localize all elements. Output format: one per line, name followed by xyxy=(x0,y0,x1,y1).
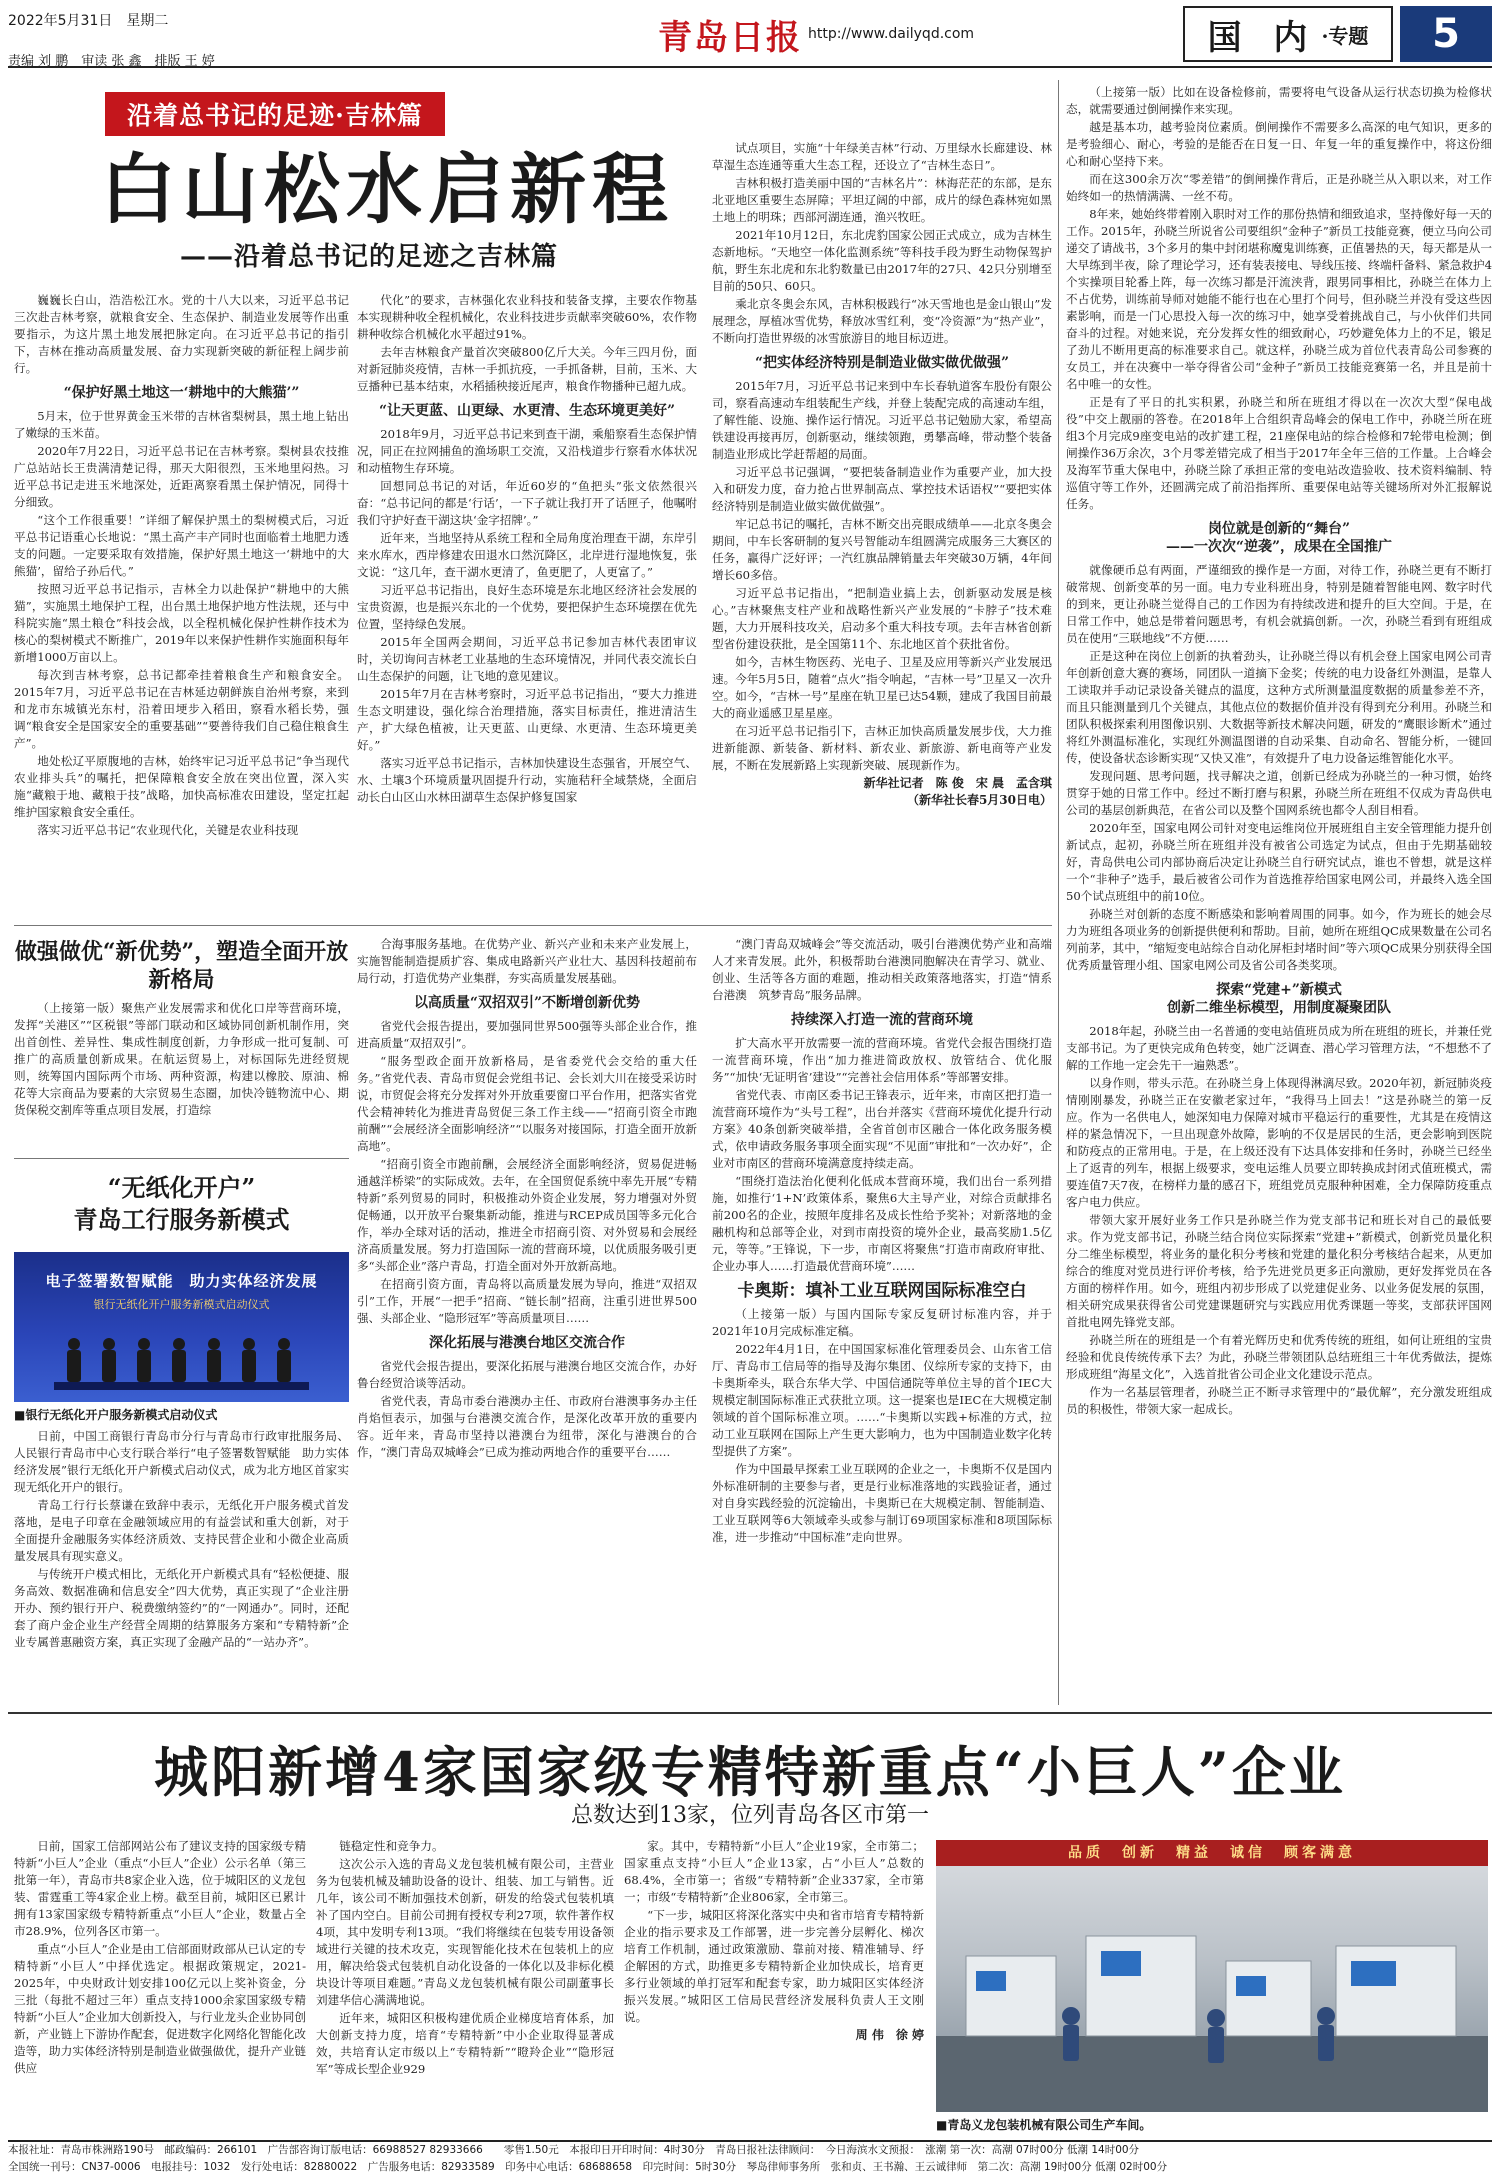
photo-caption: ■青岛义龙包装机械有限公司生产车间。 xyxy=(936,2118,1152,2132)
footer-row-1: 本报社址：青岛市株洲路190号 邮政编码：266101 广告部咨询订版电话：66988527 82933666 零售1.50元 本报印日开印时间：4时30分 青岛日报社法律顾问： 今日海滨水文预报： 涨潮 第一次：高潮 07时00分 低潮 14时00分 xyxy=(8,2144,1140,2156)
article4-subtitle: 总数达到13家，位列青岛各区市第一 xyxy=(571,1803,929,1828)
paragraph: 扩大高水平开放需要一流的营商环境。省党代会报告围绕打造一流营商环境，作出“加力推进简政放权、放管结合、优化服务”“加快‘无证明省’建设”“完善社会信用体系”等部署安排。 xyxy=(712,1036,1052,1084)
article3-title-line2: 青岛工行服务新模式 xyxy=(73,1205,290,1234)
feature-column-1 xyxy=(14,292,349,920)
section-divider xyxy=(8,1712,1492,1714)
byline: 新华社记者 陈 俊 宋 晨 孟含琪 xyxy=(863,776,1052,790)
feature-subtitle: ——沿着总书记的足迹之吉林篇 xyxy=(180,242,559,272)
paragraph: 孙晓兰所在的班组是一个有着光辉历史和优秀传统的班组，如何让班组的宝贵经验和优良传统传承下去？为此，孙晓兰带领团队总结班组三十年优秀做法，提炼形成班组“海星文化”，入选首批省公司企业文化建设示范点。 xyxy=(1066,1333,1492,1381)
issue-date: 2022年5月31日 星期二 xyxy=(8,13,169,29)
page-number: 5 xyxy=(1400,6,1492,62)
paragraph: 青岛工行行长蔡谦在致辞中表示，无纸化开户服务模式首发落地，是电子印章在金融领域应用的有益尝试和重大创新，对于全面提升金融服务实体经济质效、支持民营企业和小微企业高质量发展具有现实意义。 xyxy=(14,1498,349,1563)
article3-photo xyxy=(14,1252,349,1402)
paragraph: 省党代表，青岛市委台港澳办主任、市政府台港澳事务办主任肖焰恒表示，加强与台港澳交流合作，是深化改革开放的重要内容。近年来，青岛市坚持以港澳台为纽带，深化与港澳台的合作，“澳门青岛双城峰会”已成为推动两地合作的重要平台…… xyxy=(357,1394,697,1459)
paragraph: 日前，国家工信部网站公布了建议支持的国家级专精特新“小巨人”企业（重点“小巨人”企业）公示名单（第三批第一年），青岛市共8家企业入选，位于城阳区的义龙包装、雷霆重工等4家企业上榜。截至目前，城阳区已累计拥有13家国家级专精特新重点“小巨人”企业，数量占全市28.9%，位列各区市第一。 xyxy=(14,1839,306,1938)
paragraph: 家。其中，专精特新“小巨人”企业19家，全市第二；国家重点支持“小巨人”企业13家，占“小巨人”总数的68.4%，全市第一；省级“专精特新”企业337家，全市第一；市级“专精特新”企业806家，全市第三。 xyxy=(624,1839,924,1904)
paragraph: 在习近平总书记指引下，吉林正加快高质量发展步伐，大力推进新能源、新装备、新材料、新农业、新旅游、新电商等产业发展，不断在发展新路上实现新突破、展现新作为。 xyxy=(712,724,1052,772)
article2-column-1 xyxy=(14,1000,349,1150)
paragraph: 2015年7月，习近平总书记来到中车长春轨道客车股份有限公司，察看高速动车组装配生产线，并登上装配完成的高速动车组，了解性能、设施、操作运行情况。习近平总书记勉励大家，希望高铁建设再接再厉，创新驱动，继续领跑，勇攀高峰，带动整个装备制造业形成比学赶帮超的局面。 xyxy=(712,379,1052,461)
feature-title: 白山松水启新程 xyxy=(100,145,674,234)
article2-column-2 xyxy=(357,936,697,1702)
paragraph: 省党代会报告提出，要加强同世界500强等头部企业合作，推进高质量“双招双引”。 xyxy=(357,1019,697,1050)
article2-title xyxy=(14,938,349,994)
subheading: 以高质量“双招双引”不断增创新优势 xyxy=(413,995,641,1011)
stage-people xyxy=(54,1330,309,1390)
paragraph: 作为一名基层管理者，孙晓兰正不断寻求管理中的“最优解”，充分激发班组成员的积极性，带领大家一起成长。 xyxy=(1066,1385,1492,1416)
section-title xyxy=(1183,6,1393,62)
website-link[interactable]: http://www.dailyqd.com xyxy=(808,26,975,42)
right-article-column xyxy=(1066,84,1492,1704)
feature-column-3 xyxy=(712,140,1052,918)
article4-column-3 xyxy=(624,1838,924,2136)
paragraph: 2015年7月在吉林考察时，习近平总书记指出，“要大力推进生态文明建设，强化综合治理措施，落实目标责任，推进清洁生产，扩大绿色植被，让天更蓝、山更绿、水更清、生态环境更美好。” xyxy=(357,687,697,752)
dateline: （新华社长春5月30日电） xyxy=(906,793,1052,807)
article3-title-line1: “无纸化开户” xyxy=(107,1173,256,1202)
page-footer xyxy=(8,2140,1492,2176)
paragraph: “下一步，城阳区将深化落实中央和省市培育专精特新企业的指示要求及工作部署，进一步完善分层孵化、梯次培育工作机制，通过政策激励、靠前对接、精准辅导、纾企解困的方式，助推更多专精特新企业加快成长，培育更多行业领域的单打冠军和配套专家，助力城阳区实体经济振兴发展。”城阳区工信局民营经济发展科负责人王文刚说。 xyxy=(624,1908,924,2024)
subheading: “把实体经济特别是制造业做实做优做强” xyxy=(754,355,1010,371)
paragraph: “这个工作很重要！”详细了解保护黑土的梨树模式后，习近平总书记语重心长地说：“黑土高产丰产同时也面临着土地肥力透支的问题。一定要采取有效措施，保护好黑土地这一‘耕地中的大熊猫’，留给子孙后代。” xyxy=(14,513,349,578)
paragraph: 习近平总书记指出，“把制造业搞上去，创新驱动发展是核心。”吉林聚焦支柱产业和战略性新兴产业发展的“卡脖子”技术难题，大力开展科技攻关，启动多个重大科技专项。去年吉林省创新型省份建设获批，是全国第11个、东北地区首个获批省份。 xyxy=(712,586,1052,651)
photo-banner-sub: 银行无纸化开户服务新模式启动仪式 xyxy=(93,1298,270,1311)
column-divider xyxy=(1058,80,1059,1705)
subheading: 持续深入打造一流的营商环境 xyxy=(791,1012,973,1028)
subheading: “保护好黑土地这一‘耕地中的大熊猫’” xyxy=(63,385,300,401)
factory-floor-icon xyxy=(936,1866,1488,2112)
paragraph: 牢记总书记的嘱托，吉林不断交出亮眼成绩单——北京冬奥会期间，中车长客研制的复兴号智能动车组圆满完成服务三大赛区的任务，赢得广泛好评；一汽红旗品牌销量去年突破30万辆，4年间增长60多倍。 xyxy=(712,517,1052,582)
subheading: 卡奥斯：填补工业互联网国际标准空白 xyxy=(737,1281,1027,1301)
photo-caption: ■银行无纸化开户服务新模式启动仪式 xyxy=(14,1408,218,1422)
paragraph: 与传统开户模式相比，无纸化开户新模式具有“轻松便捷、服务高效、数据准确和信息安全”四大优势，真正实现了“企业注册开办、预约银行开户、税费缴纳签约”的“一网通办”。同时，还配套了商户金企业生产经营全周期的结算服务方案和“专精特新”企业专属普惠融资方案，真正实现了金融产品的“一站办齐”。 xyxy=(14,1567,349,1649)
paragraph: 2020年至，国家电网公司针对变电运维岗位开展班组自主安全管理能力提升创新试点，起初，孙晓兰所在班组并没有被省公司选定为试点，但由于先期基础较好，青岛供电公司内部协商后决定让孙晓兰自行研究试点，谁也不曾想，就是这样一个“非种子”选手，最后被省公司作为首选推荐给国家电网公司，并最终入选全国50个试点班组中的前10位。 xyxy=(1066,821,1492,903)
section-divider xyxy=(14,925,1052,926)
section-name: 国 内 xyxy=(1207,17,1318,58)
paragraph: 2021年10月12日，东北虎豹国家公园正式成立，成为吉林生态新地标。“天地空一体化监测系统”等科技手段为野生动物保驾护航，野生东北虎和东北豹数量已由2017年的27只、42只分别增至目前的50只、60只。 xyxy=(712,228,1052,293)
paragraph: 发现问题、思考问题，找寻解决之道，创新已经成为孙晓兰的一种习惯，始终贯穿于她的日常工作中。经过不断打磨与积累，孙晓兰所在班组不仅成为青岛供电公司的基层创新典范，在省公司以及整个国网系统也都令人刮目相看。 xyxy=(1066,769,1492,817)
paragraph: 巍巍长白山，浩浩松江水。党的十八大以来，习近平总书记三次赴吉林考察，就粮食安全、生态保护、制造业发展等作出重要指示，为这片黑土地发展把脉定向。在习近平总书记的指引下，吉林在推动高质量发展、奋力实现新突破的新征程上阔步前行。 xyxy=(14,293,349,375)
paragraph: 而在这300余万次“零差错”的倒闸操作背后，正是孙晓兰从入职以来，对工作始终如一的热情满满、一丝不苟。 xyxy=(1066,172,1492,203)
paragraph: 越是基本功，越考验岗位素质。倒闸操作不需要多么高深的电气知识，更多的是考验细心、耐心，考验的是能否在日复一日、年复一年的重复操作中，将这份细心和耐心坚持下来。 xyxy=(1066,120,1492,168)
section-divider xyxy=(14,1158,349,1159)
paragraph: “澳门青岛双城峰会”等交流活动，吸引台港澳优势产业和高端人才来青发展。此外，积极帮助台港澳同胞解决在青学习、就业、创业、生活等各方面的难题，推动相关政策落地落实，打造“情系台港澳 筑梦青岛”服务品牌。 xyxy=(712,937,1052,1002)
feature-column-2 xyxy=(357,292,697,920)
photo-banner: 品质 创新 精益 诚信 顾客满意 xyxy=(936,1840,1488,1866)
paragraph: 在招商引资方面，青岛将以高质量发展为导向，推进“双招双引”工作，开展“一把手”招商、“链长制”招商，注重引进世界500强、头部企业、“隐形冠军”等高质量项目…… xyxy=(357,1277,697,1325)
photo-banner: 电子签署数智赋能 助力实体经济发展 xyxy=(45,1272,318,1290)
paragraph: 回想同总书记的对话，年近60岁的“鱼把头”张文依然很兴奋：“总书记问的都是‘行话’，一下子就让我打开了话匣子，他嘱咐我们守护好查干湖这块‘金字招牌’。” xyxy=(357,479,697,527)
paragraph: 孙晓兰对创新的态度不断感染和影响着周围的同事。如今，作为班长的她会尽力为班组各项业务的创新提供便利和帮助。目前，她所在班组QC成果数量在公司名列前茅，其中，“缩短变电站综合自动化屏柜封堵时间”等六项QC成果分别获得全国优秀质量管理小组、国家电网公司及省公司各类奖项。 xyxy=(1066,907,1492,972)
article2-title-text: 做强做优“新优势”，塑造全面开放新格局 xyxy=(14,939,349,993)
article4-column-2 xyxy=(316,1838,614,2136)
paragraph: 这次公示入选的青岛义龙包装机械有限公司，主营业务为包装机械及辅助设备的设计、组装、加工与销售。近几年，该公司不断加强技术创新，研发的给袋式包装机填补了国内空白。目前公司拥有授权专利27项，软件著作权4项，其中发明专利13项。“我们将继续在包装专用设备领域进行关键的技术攻克，实现智能化技术在包装机上的应用，解决给袋式包装机自动化设备的一体化以及非标化模块设计等项目难题。”青岛义龙包装机械有限公司副董事长刘建华信心满满地说。 xyxy=(316,1857,614,2007)
paragraph: 日前，中国工商银行青岛市分行与青岛市行政审批服务局、人民银行青岛市中心支行联合举行“电子签署数智赋能 助力实体经济发展”银行无纸化开户新模式启动仪式，成为北方地区首家实现无纸化开户的银行。 xyxy=(14,1429,349,1494)
paragraph: 代化”的要求，吉林强化农业科技和装备支撑，主要农作物基本实现耕种收全程机械化，农业科技进步贡献率突破60%，农作物耕种收综合机械化水平超过91%。 xyxy=(357,293,697,341)
paragraph: 落实习近平总书记指示，吉林加快建设生态强省，开展空气、水、土壤3个环境质量巩固提升行动，实施秸秆全域禁烧，全面启动长白山区山水林田湖草生态保护修复国家 xyxy=(357,756,697,804)
paragraph: （上接第一版）聚焦产业发展需求和优化口岸等营商环境，发挥“关港区”“区税银”等部门联动和区域协同创新机制作用，突出首创性、差异性、集成性制度创新，力争形成一批可复制、可推广的高质量创新成果。在航运贸易上，对标国际先进经贸规则，统筹国内国际两个市场、两种资源，构建以橡胶、原油、棉花等大宗商品为要素的大宗贸易生态圈，加快冷链物流中心、期货保税交割库等重点项目发展，打造综 xyxy=(14,1001,349,1117)
masthead xyxy=(8,6,1492,68)
paragraph: 2020年7月22日，习近平总书记在吉林考察。梨树县农技推广总站站长王贵满清楚记得，那天大阳很烈，玉米地里闷热。习近平总书记走进玉米地深处，近距离察看黑土保护情况，同得十分细致。 xyxy=(14,444,349,509)
paragraph: 2015年全国两会期间，习近平总书记参加吉林代表团审议时，关切询问吉林老工业基地的生态环境情况，并同代表交流长白山生态保护的问题，让飞地的意见建议。 xyxy=(357,635,697,683)
subheading-sub: 创新二维坐标模型，用制度凝聚团队 xyxy=(1167,1000,1391,1016)
paragraph: 正是有了平日的扎实积累，孙晓兰和所在班组才得以在一次次大型“保电战役”中交上靓丽的答卷。在2018年上合组织青岛峰会的保电工作中，孙晓兰所在班组3个月完成9座变电站的改扩建工程，21座保电站的综合检修和7轮带电检测；倒闸操作36万余次，3个月零差错完成了相当于2017年全年三倍的工作量。上合峰会及海军节重大保电中，孙晓兰除了承担正常的变电站改造验收、技术资料编制、特巡值守等工作外，还圆满完成了前沿指挥所、重要保电站等关键场所对外汇报解说任务。 xyxy=(1066,395,1492,511)
subheading-main: 岗位就是创新的“舞台” xyxy=(1207,521,1351,537)
paragraph: 带领大家开展好业务工作只是孙晓兰作为党支部书记和班长对自己的最低要求。作为党支部书记，孙晓兰结合岗位实际探索“党建+”新模式，创新党员量化积分二维坐标模型，将业务的量化积分考核和党建的量化积分考核结合起来，从更加综合的维度对党员进行评价考核，给予先进党员更多正向激励，更好发挥党员在各方面的榜样作用。如今，班组内初步形成了以党建促业务、以业务促发展的氛围，相关研究成果获得省公司党建课题研究与实践应用优秀课题一等奖，支部获评国网首批电网先锋党支部。 xyxy=(1066,1213,1492,1329)
byline: 周 伟 徐 婷 xyxy=(855,2028,924,2042)
paragraph: 按照习近平总书记指示，吉林全力以赴保护“耕地中的大熊猫”，实施黑土地保护工程，出台黑土地保护地方性法规，还与中科院实施“黑土粮仓”科技会战，以全程机械化保护性耕作技术为核心的梨树模式不断推广，2019年以来保护性耕作实施面积每年新增1000万亩以上。 xyxy=(14,582,349,664)
paragraph: 吉林积极打造美丽中国的“吉林名片”：林海茫茫的东部，是东北亚地区重要生态屏障；平坦辽阔的中部，成片的绿色森林宛如黑土地上的明珠；西部河湖连通，渔兴牧旺。 xyxy=(712,176,1052,224)
article4-title: 城阳新增4家国家级专精特新重点“小巨人”企业 xyxy=(154,1740,1346,1804)
subheading: “让天更蓝、山更绿、水更清、生态环境更美好” xyxy=(378,403,676,419)
paragraph: 正是这种在岗位上创新的执着劲头，让孙晓兰得以有机会登上国家电网公司青年创新创意大赛的赛场，同团队一道摘下金奖；传统的电力设备红外测温，是靠人工读取并手动记录设备关键点的温度，这种方式所测量温度数据的质量参差不齐，而且只能测量到几个关键点，其他点位的数据价值并没有得到充分利用。孙晓兰和团队积极探索利用图像识别、大数据等新技术解决问题，研发的“鹰眼诊断术”通过将红外测温标准化，实现红外测温图谱的自动采集、自动命名、智能分析，一键回传，使设备状态诊断实现“又快又准”，有效提升了电力设备运维智能化水平。 xyxy=(1066,649,1492,765)
paragraph: “围绕打造法治化便利化低成本营商环境，我们出台一系列措施，如推行‘1+N’政策体系，聚焦6大主导产业，对综合贡献排名前200名的企业，按照年度排名及成长性给予奖补；对新落地的金融机构和总部等企业，对到市南投资的境外企业，最高奖励1.5亿元，等等。”王锋说，下一步，市南区将聚焦“打造市南政府审批、企业办事人……打造最优营商环境”…… xyxy=(712,1174,1052,1273)
paragraph: 就像硬币总有两面，严谨细致的操作是一方面，对待工作，孙晓兰更有不断打破常规、创新变革的另一面。电力专业科班出身，特别是随着智能电网、数字时代的到来，更让孙晓兰觉得自己的工作因为有持续改进和提升的巨大空间。于是，在日常工作中，她总是带着问题思考，有机会就搞创新。一次，孙晓兰看到有班组成员在使用“三联地线”不方便…… xyxy=(1066,563,1492,645)
paragraph: 习近平总书记指出，良好生态环境是东北地区经济社会发展的宝贵资源，也是振兴东北的一个优势，要把保护生态环境摆在优先位置，坚持绿色发展。 xyxy=(357,583,697,631)
paragraph: 以身作则，带头示范。在孙晓兰身上体现得淋漓尽致。2020年初，新冠肺炎疫情刚刚暴发，孙晓兰正在安徽老家过年，“我得马上回去！”这是孙晓兰的第一反应。作为一名供电人，她深知电力保障对城市平稳运行的重要性，尤其是在疫情这样的紧急情况下，一旦出现意外故障，影响的不仅是居民的生活，更会影响到医院和防疫点的正常用电。于是，在上级还没有下达具体安排和任务时，孙晓兰已经坐上了返青的列车，根据上级要求，变电运维人员要立即转换成封闭式值班模式，需要连值7天7夜，在榜样力量的感召下，班组党员克服种种困难，全力保障防疫重点客户电力供应。 xyxy=(1066,1076,1492,1209)
article2-column-3 xyxy=(712,936,1052,1702)
paragraph: 5月末，位于世界黄金玉米带的吉林省梨树县，黑土地上钻出了嫩绿的玉米苗。 xyxy=(14,409,349,440)
subheading-sub: ——一次次“逆袭”，成果在全国推广 xyxy=(1165,539,1393,555)
newspaper-logo: 青岛日报 xyxy=(658,18,802,58)
paragraph: 合海事服务基地。在优势产业、新兴产业和未来产业发展上，实施智能制造提质扩容、集成电路新兴产业壮大、基因科技超前布局行动，打造优势产业集群，夯实高质量发展基础。 xyxy=(357,937,697,985)
people-silhouettes-icon xyxy=(54,1330,309,1390)
paragraph: 近年来，当地坚持从系统工程和全局角度治理查干湖，东岸引来水库水，西岸修建农田退水口然沉降区，北岸进行湿地恢复，张文说：“这几年，查干湖水更清了，鱼更肥了，人更富了。” xyxy=(357,531,697,579)
subheading xyxy=(1066,981,1492,1017)
paragraph: 省党代会报告提出，要深化拓展与港澳台地区交流合作，办好鲁台经贸洽谈等活动。 xyxy=(357,1359,697,1390)
paragraph: 试点项目，实施“十年绿美吉林”行动、万里绿水长廊建设、林草湿生态连通等重大生态工程，还设立了“吉林生态日”。 xyxy=(712,141,1052,172)
paragraph: 2018年9月，习近平总书记来到查干湖，乘船察看生态保护情况，同正在拉网捕鱼的渔场职工交流，又沿栈道步行察看水体状况和动植物生存环境。 xyxy=(357,427,697,475)
subheading: 深化拓展与港澳台地区交流合作 xyxy=(429,1335,625,1351)
paragraph: 链稳定性和竞争力。 xyxy=(339,1839,444,1853)
paragraph: 习近平总书记强调，“要把装备制造业作为重要产业，加大投入和研发力度，奋力抢占世界制高点、掌控技术话语权”“要把实体经济特别是制造业做实做优做强”。 xyxy=(712,465,1052,513)
subheading-main: 探索“党建+”新模式 xyxy=(1216,982,1342,998)
paragraph: “服务型政企面开放新格局，是省委党代会交给的重大任务。”省党代表、青岛市贸促会党组书记、会长刘大川在接受采访时说，市贸促会将充分发挥对外开放重要窗口平台作用，把落实省党代会精神转化为推进青岛贸促三条工作主线——“招商引资全市跑前酬”“会展经济全面影响经济”“以服务对接国际，打造全面开放新高地”。 xyxy=(357,1054,697,1153)
article3-body xyxy=(14,1428,349,1702)
article4-column-1 xyxy=(14,1838,306,2136)
paragraph: “招商引资全市跑前酬，会展经济全面影响经济，贸易促进畅通越洋桥梁”的实际成效。去年，在全国贸促系统中率先开展“专精特新”系列贸易的同时，积极推动外资企业发展，努力增强对外贸促畅通，以开放平台聚集新动能，推进与RCEP成员国等多元化合作，举办全球对话的活动，推进全市招商引资、对外贸易和会展经济高质量发展。努力打造国际一流的营商环境，以优质服务吸引更多“头部企业”落户青岛，打造全面对外开放新高地。 xyxy=(357,1157,697,1273)
section-subname: ·专题 xyxy=(1321,23,1369,48)
paragraph: 去年吉林粮食产量首次突破800亿斤大关。今年三四月份，面对新冠肺炎疫情，吉林一手抓抗疫，一手抓备耕，目前，玉米、大豆播种已基本结束，水稻插秧接近尾声，粮食作物播种已超九成。 xyxy=(357,345,697,393)
paragraph: 落实习近平总书记“农业现代化，关键是农业科技现 xyxy=(37,823,299,837)
paragraph: 2018年起，孙晓兰由一名普通的变电站值班员成为所在班组的班长，并兼任党支部书记。为了更快完成角色转变，她广泛调查、潜心学习管理方法，“不想愁不了解的工作地一定会先干一遍熟悉”。 xyxy=(1066,1024,1492,1072)
paragraph: 作为中国最早探索工业互联网的企业之一，卡奥斯不仅是国内外标准研制的主要参与者，更是行业标准落地的实践验证者，通过对自身实践经验的沉淀输出，卡奥斯已在大规模定制、智能制造、工业互联网等6大领域牵头或参与制订69项国家标准和8项国际标准，进一步推动“中国标准”走向世界。 xyxy=(712,1462,1052,1544)
paragraph: 每次到吉林考察，总书记都牵挂着粮食生产和粮食安全。2015年7月，习近平总书记在吉林延边朝鲜族自治州考察，来到和龙市东城镇光东村，沿着田埂步入稻田，察看水稻长势，强调“粮食安全是国家安全的重要基础”“要善待我们自己稳住粮食生产”。 xyxy=(14,668,349,750)
paragraph: 如今，吉林生物医药、光电子、卫星及应用等新兴产业发展迅速。今年5月5日，随着“点火”指令响起，“吉林一号”卫星又一次升空。如今，“吉林一号”星座在轨卫星已达54颗，建成了我国目前最大的商业遥感卫星星座。 xyxy=(712,655,1052,720)
editor-credits: 责编 刘 鹏 审读 张 鑫 排版 王 婷 xyxy=(8,54,215,69)
footer-row-2: 全国统一刊号：CN37-0006 电报挂号：1032 发行处电话：82880022 广告服务电话：82933589 印务中心电话：68688658 印完时间：5时30分 琴岛律师事务所 张和贞、王书瀚、王云诚律师 第二次：高潮 19时00分 低潮 02时00分 xyxy=(8,2161,1168,2173)
paragraph: 省党代表、市南区委书记王锋表示，近年来，市南区把打造一流营商环境作为“头号工程”，出台并落实《营商环境优化提升行动方案》40条创新突破举措，全省首创市区融合一体化政务服务模式，依申请政务服务事项全面实现“不见面”审批和“一次办好”，企业对市南区的营商环境满意度持续走高。 xyxy=(712,1088,1052,1170)
paragraph: 重点“小巨人”企业是由工信部面财政部从已认定的专精特新“小巨人”中择优选定。根据政策规定，2021-2025年，中央财政计划安排100亿元以上奖补资金，分三批（每批不超过三年）重点支持1000余家国家级专精特新“小巨人”企业加大创新投入，与行业龙头企业协同创新，产业链上下游协作配套，促进数字化网络化智能化改造等，助力实体经济特别是制造业做强做优，提升产业链供应 xyxy=(14,1942,306,2075)
paragraph: 近年来，城阳区积极构建优质企业梯度培育体系，加大创新支持力度，培育“专精特新”中小企业取得显著成效，共培育认定市级以上“专精特新”“瞪羚企业”“隐形冠军”等成长型企业929 xyxy=(316,2011,614,2076)
article4-photo xyxy=(936,1840,1488,2112)
paragraph: （上接第一版）比如在设备检修前，需要将电气设备从运行状态切换为检修状态，就需要通过倒闸操作来实现。 xyxy=(1066,85,1492,116)
paragraph: 8年来，她始终带着刚入职时对工作的那份热情和细致追求，坚持像好每一天的工作。2015年，孙晓兰所说省公司要组织“金种子”新员工技能竞赛，便立马向公司递交了请战书，3个多月的集中封闭堪称魔鬼训练赛，正值暑热的天，每天都是从一大早练到半夜，除了理论学习，还有装表接电、导线压接、终端杆备料、紧急救护4个实操项目轮番上阵，每一次练习都是汗流浃背，跟男同事相比，孙晓兰在体力上不占优势，训练前导师对她能不能行也在心里打个问号，但孙晓兰并没有受这些因素影响，而是一门心思投入每一次的练习中，她享受着挑战自己，与小伙伴们共同奋斗的过程。对她来说，充分发挥女性的细致耐心，巧妙避免体力上的不足，锻足了劲儿不断用更高的标准要求自己。就这样，孙晓兰成为首位代表青岛公司参赛的女员工，并在决赛中一举夺得省公司“金种子”新员工技能竞赛第一名，并且是前十名中唯一的女性。 xyxy=(1066,207,1492,391)
feature-kicker: 沿着总书记的足迹·吉林篇 xyxy=(105,92,445,136)
subheading xyxy=(1066,520,1492,556)
paragraph: 2022年4月1日，在中国国家标准化管理委员会、山东省工信厅、青岛市工信局等的指导及海尔集团、仪综所专家的支持下，由卡奥斯牵头，联合东华大学、中国信通院等单位主导的首个IEC大规模定制国际标准正式获批立项。这一提案也是IEC在大规模定制领域的首个国际标准立项。……“卡奥斯以实践+标准的方式，拉动工业互联网在国际上产生更大影响力，也为中国制造业数字化转型提供了方案”。 xyxy=(712,1342,1052,1458)
paragraph: （上接第一版）与国内国际专家反复研讨标准内容，并于2021年10月完成标准定稿。 xyxy=(712,1307,1052,1338)
paragraph: 地处松辽平原腹地的吉林，始终牢记习近平总书记“争当现代农业排头兵”的嘱托，把保障粮食安全放在突出位置，深入实施“藏粮于地、藏粮于技”战略，加快高标准农田建设，坚定扛起维护国家粮食安全重任。 xyxy=(14,754,349,819)
article3-title xyxy=(14,1172,349,1236)
paragraph: 乘北京冬奥会东风，吉林积极践行“冰天雪地也是金山银山”发展理念，厚植冰雪优势，释放冰雪红利，变“冷资源”为“热产业”，不断向打造世界级的冰雪旅游目的地目标迈进。 xyxy=(712,297,1052,345)
